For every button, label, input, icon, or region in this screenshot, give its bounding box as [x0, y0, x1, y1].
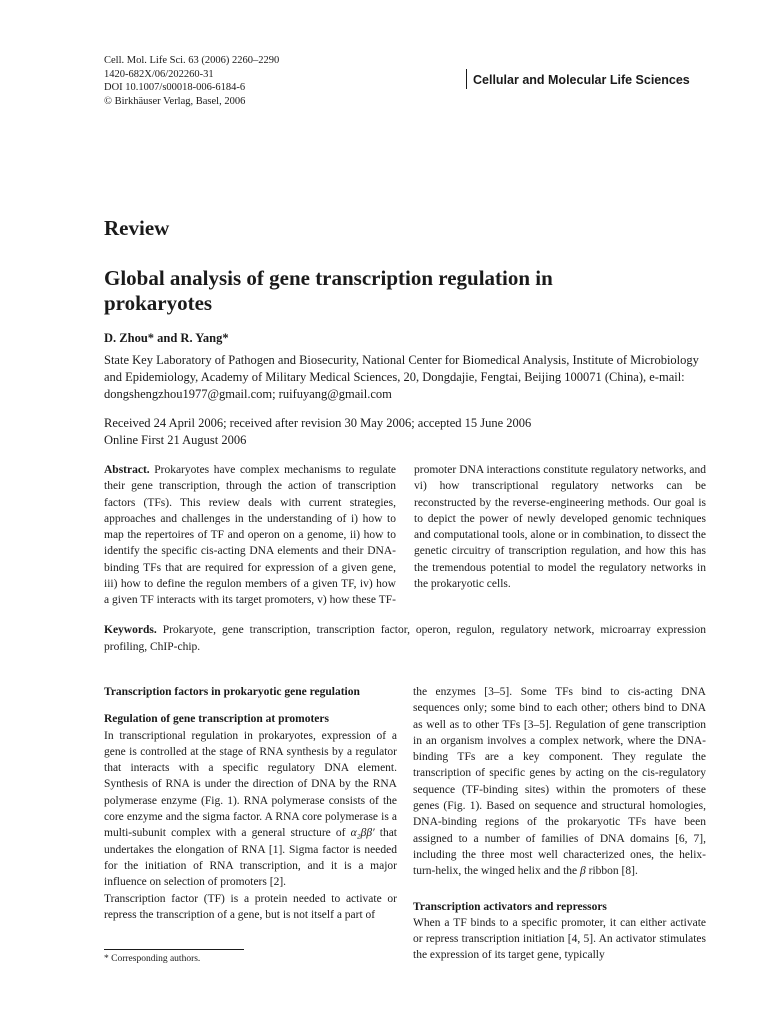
online-date: Online First 21 August 2006 — [104, 433, 247, 447]
dates-block — [104, 415, 704, 449]
section-heading: Transcription activators and repressors — [413, 900, 607, 913]
body-paragraph — [104, 728, 397, 891]
subsection-heading: Regulation of gene transcription at promoters — [104, 713, 329, 726]
abstract — [104, 462, 706, 612]
copyright-line: © Birkhäuser Verlag, Basel, 2006 — [104, 95, 246, 107]
issn-line: 1420-682X/06/202260-31 — [104, 68, 214, 80]
abstract-text: Prokaryotes have complex mechanisms to regulate their gene transcription, through the action of transcription factors (TFs). This review deals with current strategies, approaches and challenges in the understanding of i) how to map the repertoires of TF and operon on a genome, ii) how to identify the specific cis-acting DNA elements and their DNA-binding TFs that are required for expression of a given gene, iii) how to define the regulon members of a given TF, iv) how a given TF interacts with its target promoters, v) how these TF-promoter DNA interactions constitute regulatory networks, and vi) how transcriptional regulatory networks can be reconstructed by the reverse-engineering methods. Our goal is to depict the power of newly developed genomic techniques and computational tools, alone or in combination, to dissect the genetic circuitry of transcription regulation, and how this has the tremendous potential to model the regulatory networks in the prokaryotic cells. — [104, 464, 706, 607]
keywords — [104, 622, 706, 656]
authors: D. Zhou* and R. Yang* — [104, 331, 229, 345]
body-paragraph — [413, 684, 706, 880]
section-heading: Transcription factors in prokaryotic gene regulation — [104, 686, 360, 698]
paragraph-text: the enzymes [3–5]. Some TFs bind to cis-acting DNA sequences only; some bind to each other; others bind to DNA as well as to other TFs [3–5]. Regulation of gene transcription in an organism involves a complex network, where the DNA-binding TFs are a key component. They regulate the transcription of specific genes by acting on the cis-regulatory sequence (TF-binding sites) within the promoters of these genes (Fig. 1). Based on sequence and structural homologies, DNA-binding regions of the prokaryotic TFs have been assigned to a number of families of DNA domains [6, 7], including the three most well characterized ones, the helix-turn-helix, the winged helix and the — [413, 686, 706, 878]
article-type: Review — [104, 216, 170, 240]
beta-symbol: β — [580, 865, 586, 878]
body-paragraph: When a TF binds to a specific promoter, it can either activate or repress transcription initiation [4, 5]. An activator stimulates the expression of its target gene, typically — [413, 916, 706, 962]
received-dates: Received 24 April 2006; received after revision 30 May 2006; accepted 15 June 2006 — [104, 416, 532, 430]
polymerase-formula: α₂ββ′ — [350, 827, 375, 840]
affiliation: State Key Laboratory of Pathogen and Biosecurity, National Center for Biomedical Analysis, Institute of Microbiology and Epidemiology, Academy of Military Medical Sciences, 20, Dongdajie, Fengtai, Beijing 100071 (China), e-mail: dongshengzhou1977@gmail.com; ruifuyang@gmail.com — [104, 353, 699, 401]
body-paragraph: Transcription factor (TF) is a protein needed to activate or repress the transcription of a gene, but is not itself a part of — [104, 892, 397, 921]
keywords-text: Prokaryote, gene transcription, transcription factor, operon, regulon, regulatory network, microarray expression profiling, ChIP-chip. — [104, 624, 706, 653]
body-column-left — [104, 684, 397, 923]
footnote-divider — [104, 949, 244, 950]
paragraph-text: In transcriptional regulation in prokaryotes, expression of a gene is controlled at the stage of RNA synthesis by a regulator that interacts with a specific regulatory DNA element. Synthesis of RNA is under the direction of DNA by the RNA polymerase enzyme (Fig. 1). RNA polymerase consists of the core enzyme and the sigma factor. A RNA core polymerase is a multi-subunit complex with a general structure of — [104, 729, 397, 840]
abstract-label: Abstract. — [104, 464, 150, 476]
paragraph-text: that undertakes the elongation of RNA [1]. Sigma factor is needed for the initiation of RNA transcription, and it is a major influence on selection of promoters [2]. — [104, 827, 397, 889]
citation-block — [104, 54, 279, 108]
doi-line: DOI 10.1007/s00018-006-6184-6 — [104, 82, 246, 93]
citation-line: Cell. Mol. Life Sci. 63 (2006) 2260–2290 — [104, 55, 280, 66]
body-column-right — [413, 684, 706, 964]
keywords-label: Keywords. — [104, 624, 157, 636]
paragraph-text: ribbon [8]. — [585, 865, 638, 878]
footnote: * Corresponding authors. — [104, 954, 201, 964]
paper-title: Global analysis of gene transcription regulation in prokaryotes — [104, 266, 553, 315]
journal-name: Cellular and Molecular Life Sciences — [466, 69, 690, 89]
